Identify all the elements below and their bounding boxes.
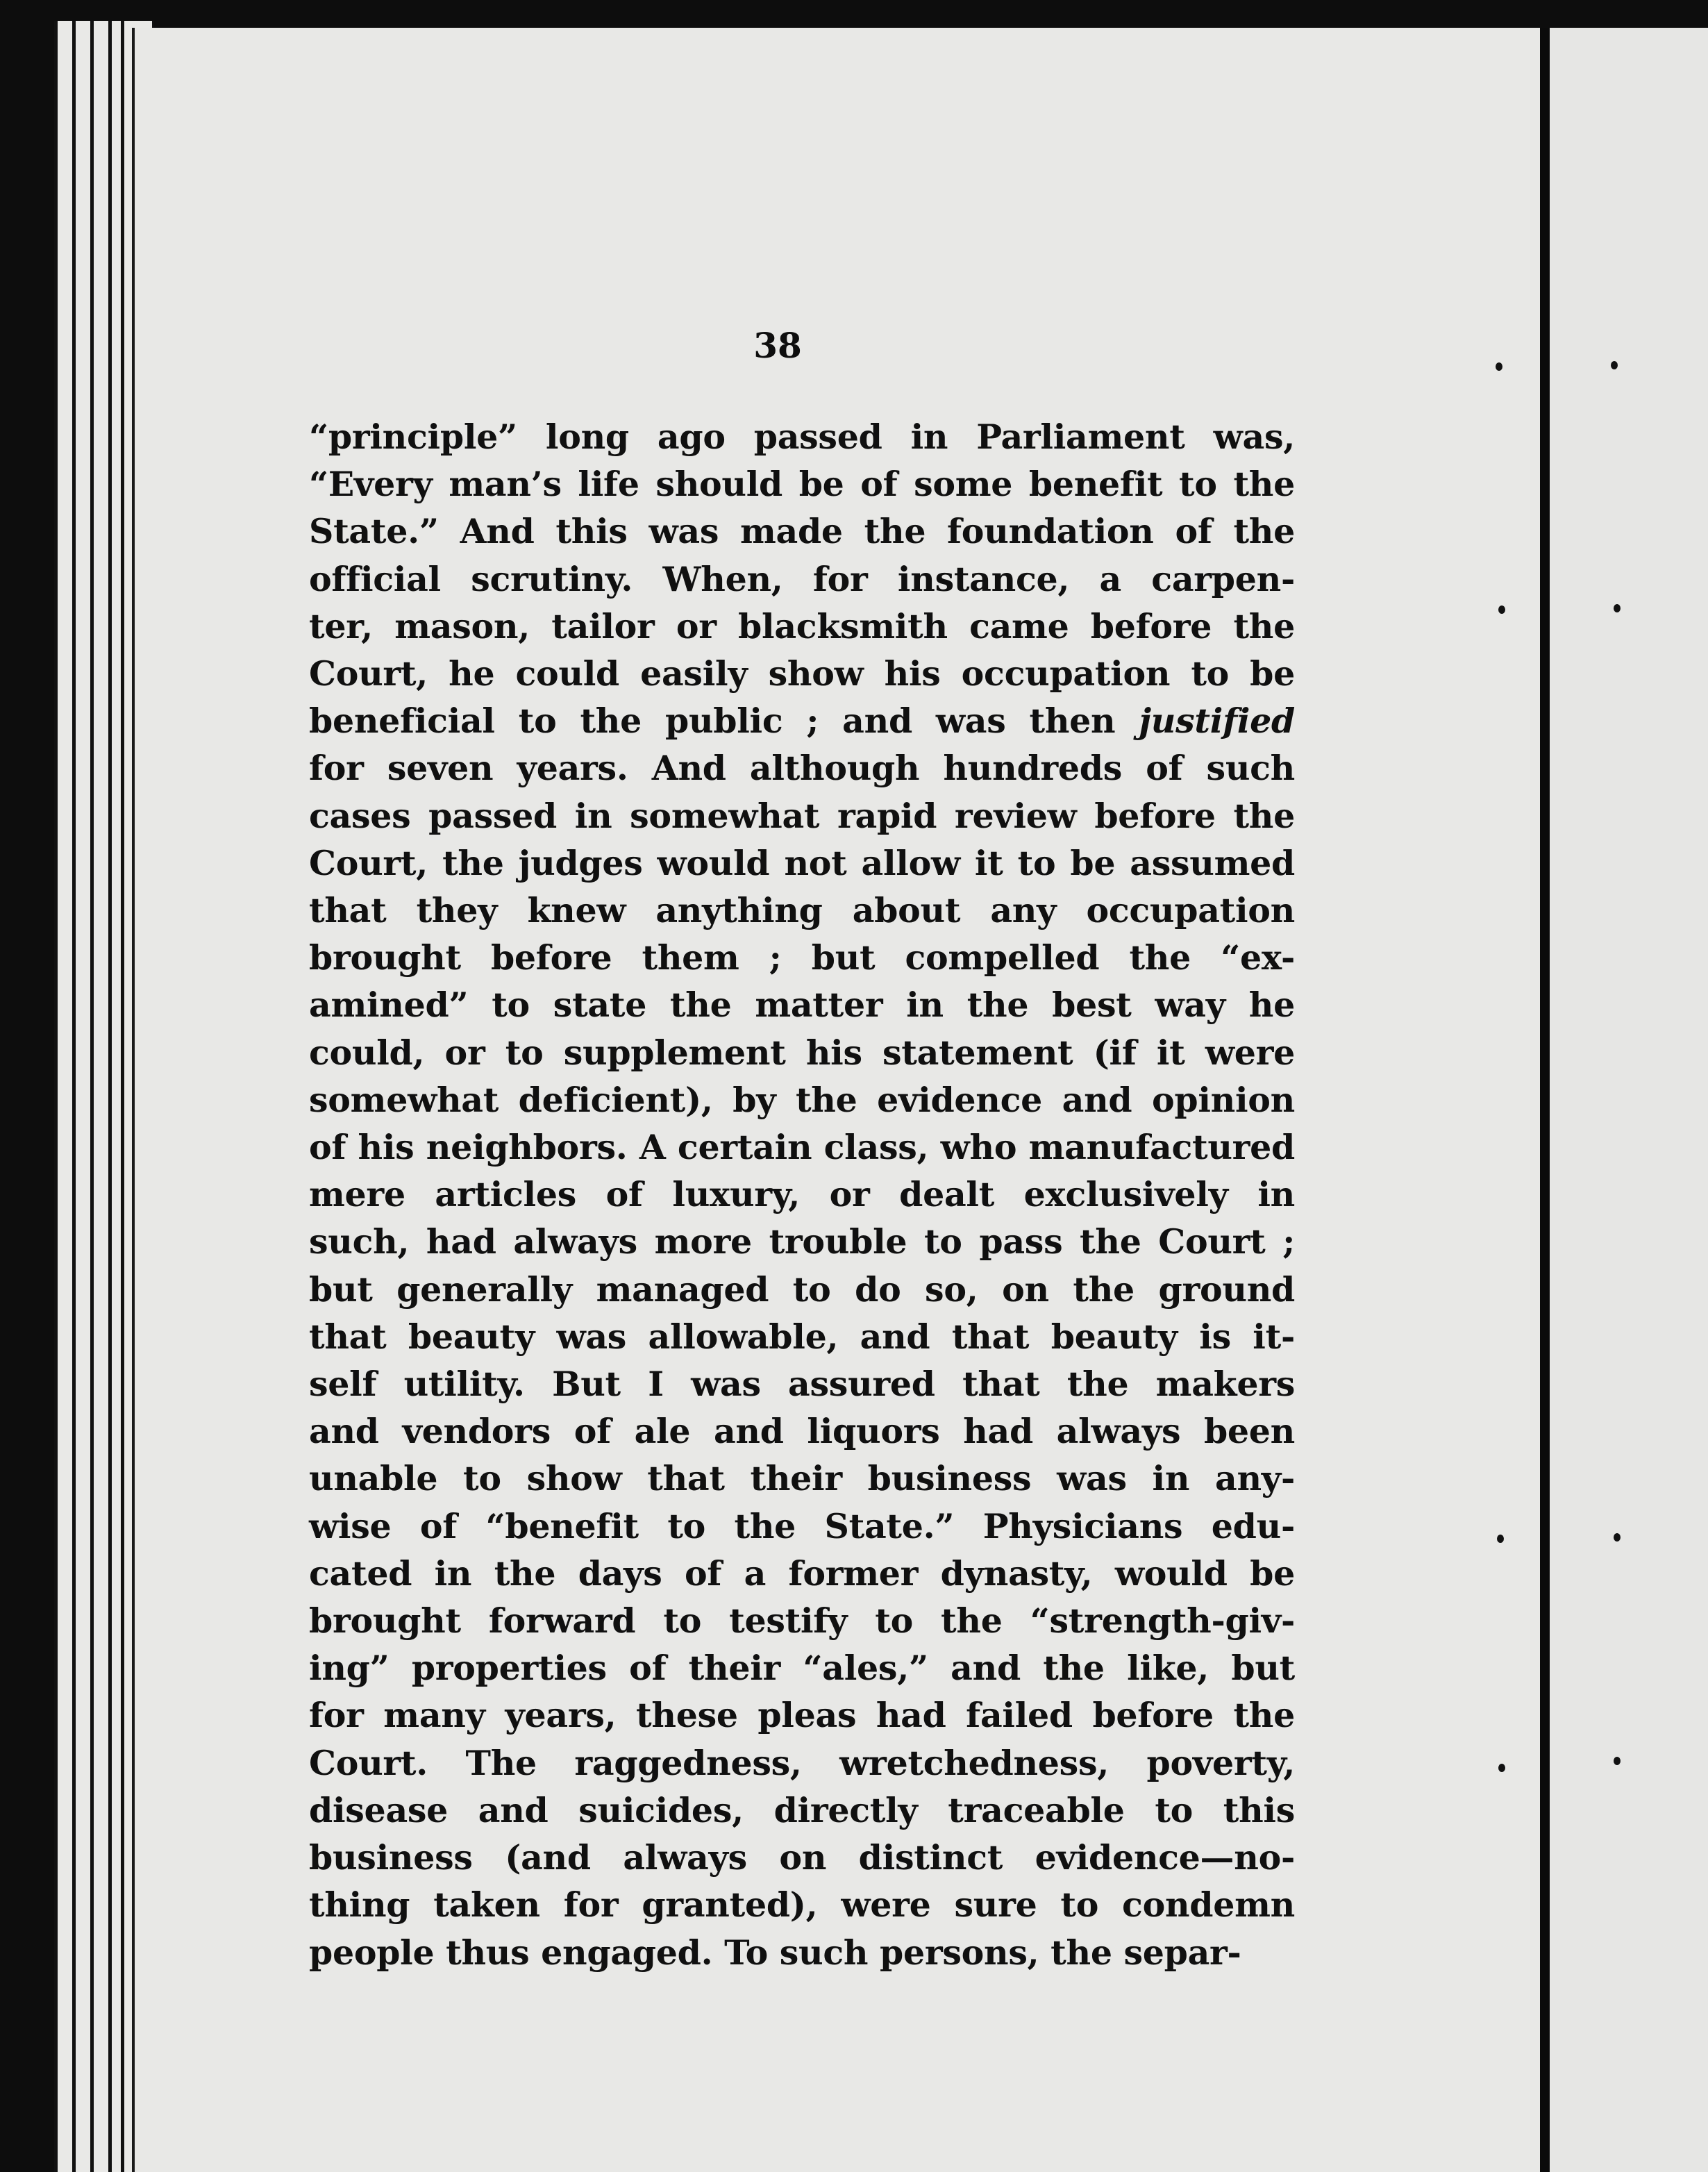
text-line: State.” And this was made the foundation of the bbox=[309, 511, 1295, 552]
body-text bbox=[309, 413, 1295, 1976]
text-line: that they knew anything about any occupation bbox=[309, 890, 1295, 931]
text-run: beneficial to the public ; and was then bbox=[309, 701, 1139, 742]
text-line: disease and suicides, directly traceable to this bbox=[309, 1789, 1295, 1830]
text-line: cated in the days of a former dynasty, would be bbox=[309, 1553, 1295, 1594]
ink-speck bbox=[1498, 1764, 1505, 1772]
italic-word: justified bbox=[1139, 701, 1295, 742]
text-line: ing” properties of their “ales,” and the like, but bbox=[309, 1648, 1295, 1689]
ink-speck bbox=[1611, 361, 1618, 369]
text-line: somewhat deficient), by the evidence and opinion bbox=[309, 1079, 1295, 1120]
text-line: unable to show that their business was in any- bbox=[309, 1458, 1295, 1499]
text-line: “principle” long ago passed in Parliament was, bbox=[309, 417, 1295, 457]
text-line: cases passed in somewhat rapid review before the bbox=[309, 795, 1295, 836]
text-line: Court, the judges would not allow it to be assumed bbox=[309, 842, 1295, 883]
gutter-line bbox=[1540, 28, 1550, 2172]
ink-speck bbox=[1496, 362, 1502, 371]
text-line: that beauty was allowable, and that beauty is it- bbox=[309, 1316, 1295, 1357]
text-line: Court. The raggedness, wretchedness, poverty, bbox=[309, 1742, 1295, 1783]
text-line: brought before them ; but compelled the “ex- bbox=[309, 937, 1295, 978]
text-line: business (and always on distinct evidence—no- bbox=[309, 1837, 1295, 1878]
text-line: for seven years. And although hundreds of such bbox=[309, 748, 1295, 789]
ink-speck bbox=[1497, 1535, 1504, 1543]
ink-speck bbox=[1614, 1533, 1621, 1542]
text-line: amined” to state the matter in the best way he bbox=[309, 985, 1295, 1026]
text-line: “Every man’s life should be of some benefit to the bbox=[309, 464, 1295, 505]
text-line: such, had always more trouble to pass the Court ; bbox=[309, 1221, 1295, 1262]
facing-page-edge bbox=[1550, 28, 1708, 2172]
text-line: but generally managed to do so, on the ground bbox=[309, 1269, 1295, 1310]
text-line: thing taken for granted), were sure to condemn bbox=[309, 1885, 1295, 1925]
text-line: self utility. But I was assured that the makers bbox=[309, 1364, 1295, 1405]
text-line: brought forward to testify to the “strength-giv- bbox=[309, 1601, 1295, 1641]
text-line: mere articles of luxury, or dealt exclusively in bbox=[309, 1174, 1295, 1215]
ink-speck bbox=[1614, 1757, 1621, 1765]
page-number: 38 bbox=[753, 325, 802, 366]
text-line: official scrutiny. When, for instance, a carpen- bbox=[309, 558, 1295, 599]
text-line: wise of “benefit to the State.” Physicians edu- bbox=[309, 1505, 1295, 1546]
text-line bbox=[309, 697, 1295, 744]
ink-speck bbox=[1498, 605, 1505, 614]
text-line: and vendors of ale and liquors had always been bbox=[309, 1411, 1295, 1452]
text-line: for many years, these pleas had failed before the bbox=[309, 1695, 1295, 1736]
text-line: could, or to supplement his statement (if it were bbox=[309, 1032, 1295, 1073]
text-line: people thus engaged. To such persons, the separ- bbox=[309, 1932, 1241, 1973]
text-line: of his neighbors. A certain class, who manufactured bbox=[309, 1127, 1295, 1168]
ink-speck bbox=[1614, 604, 1621, 612]
text-line: Court, he could easily show his occupation to be bbox=[309, 653, 1295, 694]
text-line: ter, mason, tailor or blacksmith came before the bbox=[309, 605, 1295, 646]
